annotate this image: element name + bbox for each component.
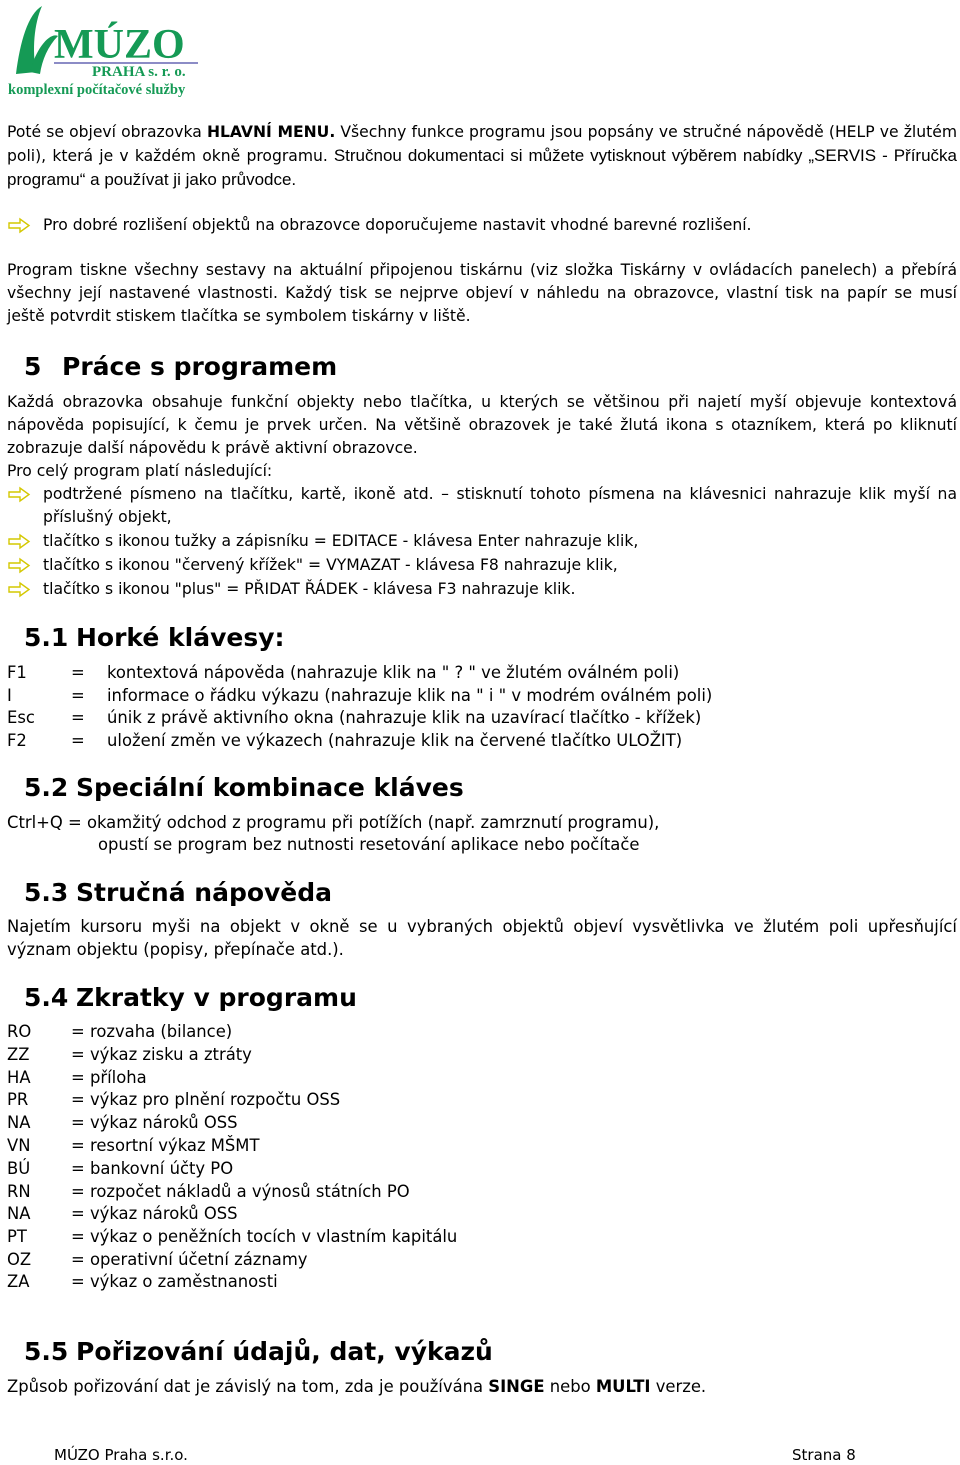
abbr-row <box>7 1202 238 1225</box>
abbr-key: OZ <box>7 1250 32 1269</box>
intro-bold: HLAVNÍ MENU. <box>206 123 336 141</box>
tip-text: Pro dobré rozlišení objektů na obrazovce doporučujeme nastavit vhodné barevné rozlišení. <box>43 216 752 234</box>
abbr-row <box>7 1134 259 1157</box>
hotkey-key: Esc <box>7 708 35 727</box>
abbr-row <box>7 1248 308 1271</box>
abbr-key: PR <box>7 1090 29 1109</box>
section-5-3-paragraph: Najetím kursoru myši na objekt v okně se u vybraných objektů objeví vysvětlivka ve žlutém poli upřesňující význam objektu (popisy, přepínače atd.). <box>7 917 957 959</box>
abbr-text: = výkaz pro plnění rozpočtu OSS <box>71 1090 341 1109</box>
abbr-text: = operativní účetní záznamy <box>71 1250 308 1269</box>
bullet-text: tlačítko s ikonou "červený křížek" = VYMAZAT - klávesa F8 nahrazuje klik, <box>43 556 618 574</box>
bullet-item <box>7 554 957 577</box>
section-title: Pořizování údajů, dat, výkazů <box>76 1337 493 1366</box>
section-5-4-heading <box>24 983 357 1012</box>
s55-post: verze. <box>650 1377 707 1396</box>
abbr-key: ZA <box>7 1272 30 1291</box>
abbr-row <box>7 1043 252 1066</box>
abbr-text: = výkaz nároků OSS <box>71 1204 238 1223</box>
section-5-1-heading <box>24 623 285 652</box>
abbr-row <box>7 1088 340 1111</box>
abbr-key: VN <box>7 1136 31 1155</box>
bullet-text: tlačítko s ikonou "plus" = PŘIDAT ŘÁDEK - klávesa F3 nahrazuje klik. <box>43 580 576 598</box>
hotkey-row <box>7 729 682 752</box>
section-5-lead: Pro celý program platí následující: <box>7 462 273 480</box>
section-number: 5.2 <box>24 773 69 802</box>
arrow-right-icon <box>7 214 41 237</box>
abbr-row <box>7 1066 147 1089</box>
section-5-heading <box>24 352 337 381</box>
hotkey-text: kontextová nápověda (nahrazuje klik na " ? " ve žlutém oválném poli) <box>107 663 680 682</box>
logo-line2: komplexní počítačové služby <box>8 82 186 98</box>
abbr-key: NA <box>7 1113 31 1132</box>
abbr-row <box>7 1180 410 1203</box>
muzo-logo <box>6 2 206 102</box>
logo-line1: PRAHA s. r. o. <box>92 64 186 80</box>
abbr-key: HA <box>7 1068 31 1087</box>
hotkey-key: F2 <box>7 731 27 750</box>
hotkey-eq: = <box>71 708 85 727</box>
section-title: Práce s programem <box>62 352 338 381</box>
section-title: Zkratky v programu <box>76 983 357 1012</box>
arrow-right-icon <box>7 530 41 553</box>
section-5-5-paragraph <box>7 1375 706 1398</box>
section-number: 5.5 <box>24 1337 69 1366</box>
arrow-right-icon <box>7 578 41 601</box>
logo-word: MÚZO <box>54 22 185 68</box>
combo-line: opustí se program bez nutnosti resetování aplikace nebo počítače <box>98 835 640 854</box>
print-paragraph: Program tiskne všechny sestavy na aktuální připojenou tiskárnu (viz složka Tiskárny v ovládacích panelech) a přebírá všechny její nastavené vlastnosti. Každý tisk se nejprve objeví v náhledu na obrazovce, vlastní tisk na papír se musí ještě potvrdit stiskem tlačítka se symbolem tiskárny v liště. <box>7 261 957 325</box>
hotkey-row <box>7 661 679 684</box>
section-number: 5 <box>24 352 42 381</box>
hotkey-text: informace o řádku výkazu (nahrazuje klik na " i " v modrém oválném poli) <box>107 686 713 705</box>
section-number: 5.1 <box>24 623 69 652</box>
abbr-row <box>7 1157 233 1180</box>
bullet-item <box>7 578 957 601</box>
hotkey-eq: = <box>71 731 85 750</box>
hotkey-eq: = <box>71 686 85 705</box>
intro-arial: Stručnou dokumentaci si můžete vytisknout výběrem nabídky „SERVIS - Příručka programu“ a používat ji jako průvodce. <box>7 146 957 189</box>
intro-paragraph <box>7 121 957 192</box>
abbr-text: = rozvaha (bilance) <box>71 1022 233 1041</box>
bullet-item <box>7 483 957 529</box>
abbr-text: = resortní výkaz MŠMT <box>71 1136 260 1155</box>
hotkey-eq: = <box>71 663 85 682</box>
s55-single: SINGE <box>488 1377 545 1396</box>
abbr-text: = výkaz o zaměstnanosti <box>71 1272 278 1291</box>
section-5-paragraph: Každá obrazovka obsahuje funkční objekty nebo tlačítka, u kterých se většinou při najetí myší objevuje kontextová nápověda popisující, k čemu je prvek určen. Na většině obrazovek je také žlutá ikona s otazníkem, která po kliknutí zobrazuje další nápovědu k právě aktivní obrazovce. <box>7 393 957 457</box>
section-title: Speciální kombinace kláves <box>76 773 464 802</box>
abbr-row <box>7 1225 457 1248</box>
footer-company: MÚZO Praha s.r.o. <box>54 1446 188 1464</box>
bullet-text: tlačítko s ikonou tužky a zápisníku = EDITACE - klávesa Enter nahrazuje klik, <box>43 532 639 550</box>
s55-pre: Způsob pořizování dat je závislý na tom, zda je používána <box>7 1377 489 1396</box>
hotkey-text: uložení změn ve výkazech (nahrazuje klik na červené tlačítko ULOŽIT) <box>107 731 683 750</box>
abbr-row <box>7 1111 238 1134</box>
abbr-key: BÚ <box>7 1159 31 1178</box>
hotkey-text: únik z právě aktivního okna (nahrazuje klik na uzavírací tlačítko - křížek) <box>107 708 702 727</box>
section-number: 5.3 <box>24 878 69 907</box>
abbr-text: = výkaz nároků OSS <box>71 1113 238 1132</box>
hotkey-key: I <box>7 686 12 705</box>
abbr-key: RO <box>7 1022 32 1041</box>
abbr-text: = výkaz zisku a ztráty <box>71 1045 252 1064</box>
hotkey-key: F1 <box>7 663 27 682</box>
footer-page-number: Strana 8 <box>792 1446 856 1464</box>
section-number: 5.4 <box>24 983 69 1012</box>
section-5-3-heading <box>24 878 332 907</box>
abbr-text: = rozpočet nákladů a výnosů státních PO <box>71 1182 410 1201</box>
abbr-text: = výkaz o peněžních tocích v vlastním kapitálu <box>71 1227 458 1246</box>
abbr-text: = bankovní účty PO <box>71 1159 234 1178</box>
abbr-row <box>7 1020 232 1043</box>
abbr-key: PT <box>7 1227 27 1246</box>
section-title: Horké klávesy: <box>76 623 285 652</box>
abbr-key: RN <box>7 1182 31 1201</box>
intro-post: Všechny funkce programu jsou popsány ve stručné nápovědě (HELP ve žlutém poli), která je v každém okně programu. <box>7 123 958 165</box>
s55-multi: MULTI <box>595 1377 651 1396</box>
tip-line <box>7 214 957 237</box>
arrow-right-icon <box>7 483 41 506</box>
section-5-2-heading <box>24 773 464 802</box>
bullet-item <box>7 530 957 553</box>
section-5-5-heading <box>24 1337 493 1366</box>
hotkey-row <box>7 684 712 707</box>
abbr-text: = příloha <box>71 1068 147 1087</box>
abbr-key: ZZ <box>7 1045 30 1064</box>
abbr-key: NA <box>7 1204 31 1223</box>
bullet-text: podtržené písmeno na tlačítku, kartě, ikoně atd. – stisknutí tohoto písmena na klávesnici nahrazuje klik myší na příslušný objekt, <box>43 485 957 526</box>
abbr-row <box>7 1270 278 1293</box>
section-title: Stručná nápověda <box>76 878 333 907</box>
arrow-right-icon <box>7 554 41 577</box>
combo-line: Ctrl+Q = okamžitý odchod z programu při potížích (např. zamrznutí programu), <box>7 813 660 832</box>
intro-pre: Poté se objeví obrazovka <box>7 123 207 141</box>
s55-mid: nebo <box>544 1377 596 1396</box>
hotkey-row <box>7 706 701 729</box>
